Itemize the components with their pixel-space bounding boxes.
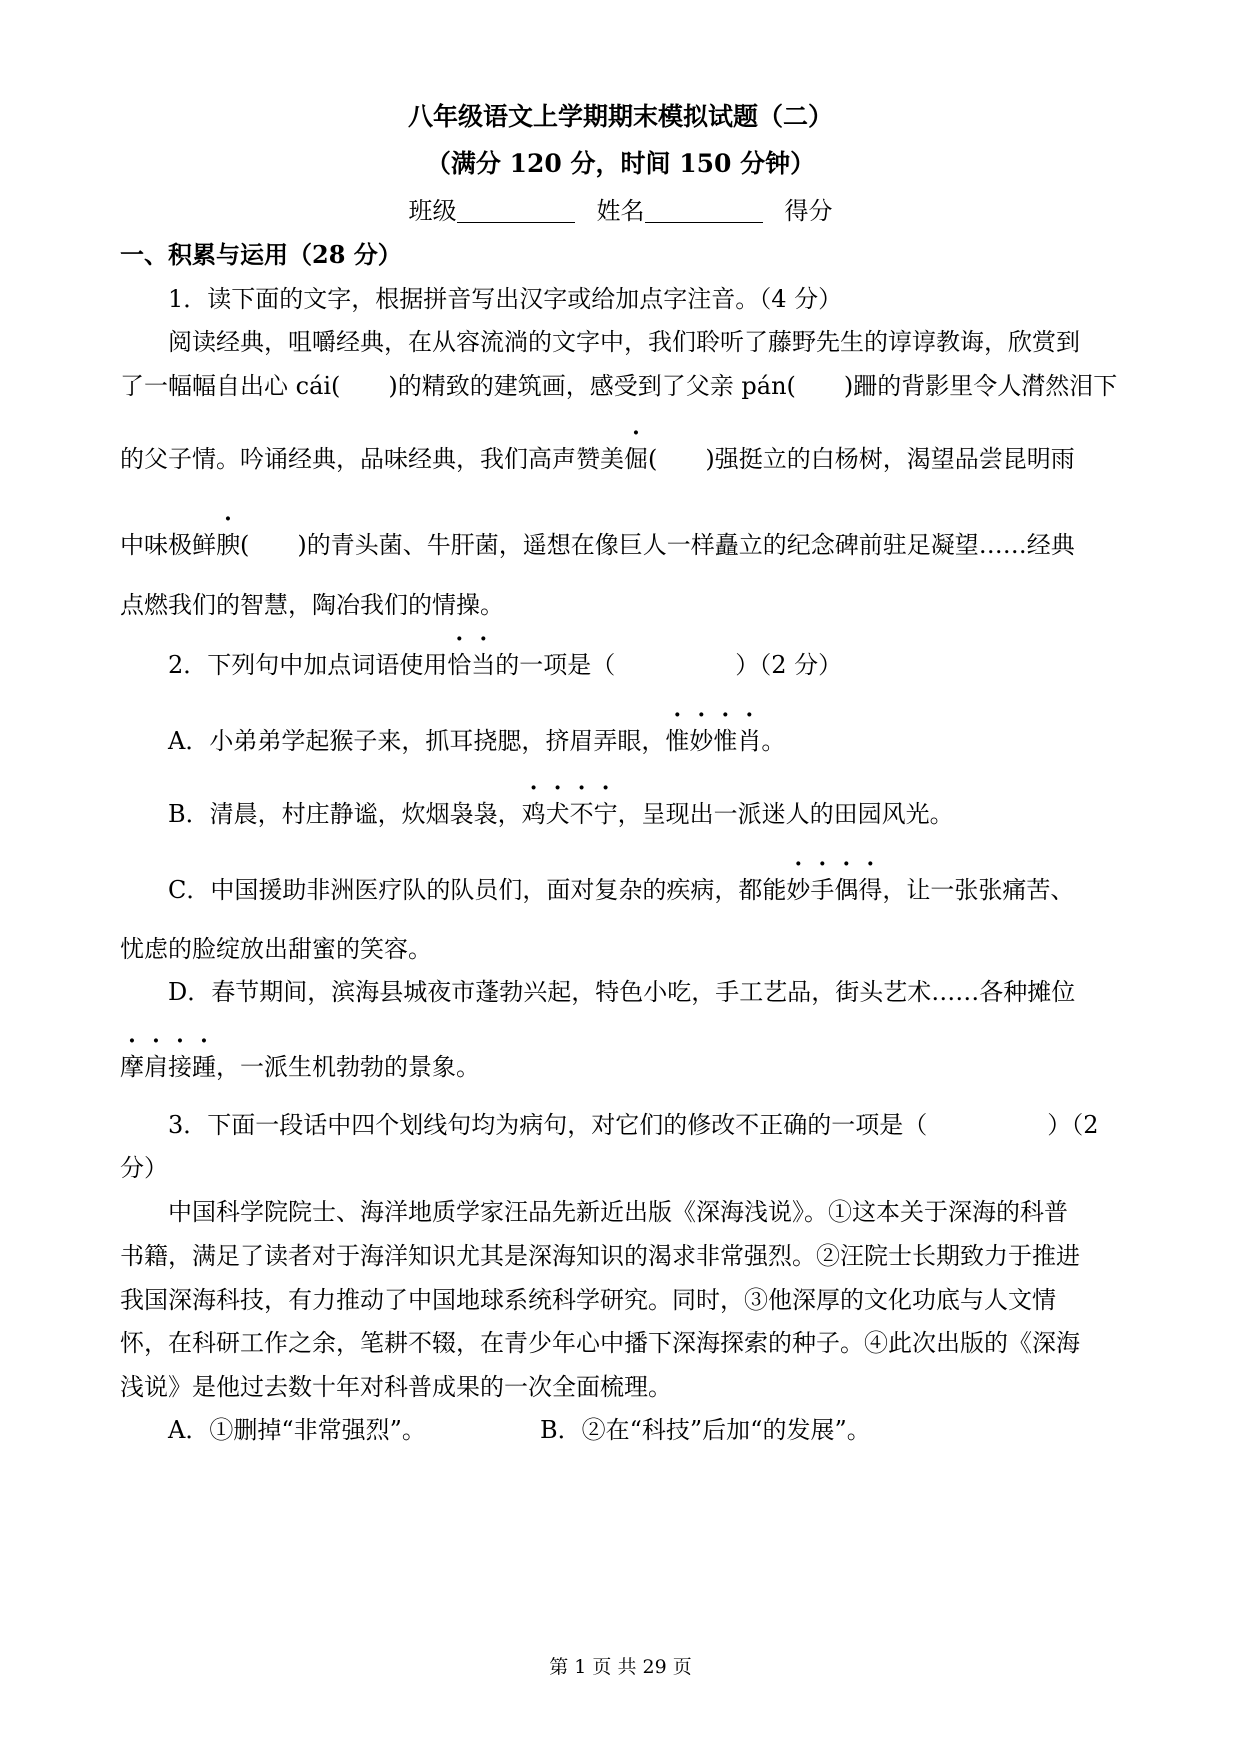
q1-line-5: 点燃我们的智慧，陶冶我们的情操。 <box>120 591 504 619</box>
q1-line-4 <box>120 528 1120 562</box>
q1-line-4-text-b: ( )的青头菌、牛肝菌，遥想在像巨人一样矗立的纪念碑前驻足凝望……经典 <box>240 531 1075 559</box>
q2-option-b <box>168 797 1168 831</box>
q3-prompt-cont: 分） <box>120 1154 168 1182</box>
emphasis-char: 摩 <box>120 1053 144 1081</box>
q3-passage-line-1: 中国科学院院士、海洋地质学家汪品先新近出版《深海浅说》。①这本关于深海的科普 <box>168 1198 1068 1226</box>
emphasis-char: 倔 <box>624 445 648 473</box>
emphasis-char: 不 <box>569 800 594 828</box>
q2-prompt-text: 2．下列句中加点词语使用 <box>168 651 448 679</box>
q1-line-1: 阅读经典，咀嚼经典，在从容流淌的文字中，我们聆听了藤野先生的谆谆教诲，欣赏到 <box>168 328 1080 356</box>
emphasis-char: 当 <box>471 651 496 679</box>
emphasis-char: 宁 <box>593 800 618 828</box>
q1-line-3-text: 的父子情。吟诵经典，品味经典，我们高声赞美 <box>120 445 624 473</box>
q2-option-a <box>168 724 1168 758</box>
emphasis-char: 肩 <box>144 1053 168 1081</box>
option-text-end: ，让一张张痛苦、 <box>882 876 1075 904</box>
q1-line-3-text-b: ( )强挺立的白杨树，渴望品尝昆明雨 <box>648 445 1075 473</box>
q1-line-3 <box>120 442 1120 476</box>
q2-option-d: D．春节期间，滨海县城夜市蓬勃兴起，特色小吃，手工艺品，街头艺术……各种摊位 <box>168 978 1076 1006</box>
q2-option-c-cont: 忧虑的脸绽放出甜蜜的笑容。 <box>120 935 432 963</box>
option-text: A．小弟弟学起猴子来，抓耳挠腮，挤眉弄眼， <box>168 727 666 755</box>
option-text-end: ，一派生机勃勃的景象。 <box>216 1053 480 1081</box>
name-blank <box>645 198 763 223</box>
q2-prompt <box>168 648 1168 682</box>
emphasis-char: 得 <box>858 876 883 904</box>
q3-prompt: 3．下面一段话中四个划线句均为病句，对它们的修改不正确的一项是（ ）（2 <box>168 1111 1099 1139</box>
emphasis-char: 妙 <box>786 876 811 904</box>
q2-prompt-text-b: 的一项是（ ）（2 分） <box>495 651 843 679</box>
emphasis-char: 手 <box>810 876 835 904</box>
q1-line-2: 了一幅幅自出心 cái( )的精致的建筑画，感受到了父亲 pán( )跚的背影里令人潸然泪下 <box>120 372 1118 400</box>
emphasis-char: 偶 <box>834 876 859 904</box>
emphasis-char: 肖 <box>737 727 762 755</box>
name-label: 姓名 <box>596 197 645 225</box>
student-info-line <box>0 194 1241 228</box>
q3-passage-line-3: 我国深海科技，有力推动了中国地球系统科学研究。同时，③他深厚的文化功底与人文情 <box>120 1286 1056 1314</box>
q3-passage-line-2: 书籍，满足了读者对于海洋知识尤其是深海知识的渴求非常强烈。②汪院士长期致力于推进 <box>120 1242 1080 1270</box>
emphasis-char: 妙 <box>689 727 714 755</box>
page-subtitle: （满分 120 分，时间 150 分钟） <box>425 149 816 178</box>
emphasis-char: 恰 <box>447 651 472 679</box>
emphasis-char: 鸡 <box>521 800 546 828</box>
q1-line-4-text: 中味极鲜 <box>120 531 216 559</box>
class-blank <box>457 198 575 223</box>
emphasis-char: 惟 <box>713 727 738 755</box>
score-label: 得分 <box>784 197 833 225</box>
q2-option-c <box>168 873 1168 907</box>
page-footer: 第 1 页 共 29 页 <box>549 1656 692 1678</box>
q3-passage-line-5: 浅说》是他过去数十年对科普成果的一次全面梳理。 <box>120 1373 672 1401</box>
option-text: C．中国援助非洲医疗队的队员们，面对复杂的疾病，都能 <box>168 876 787 904</box>
class-label: 班级 <box>408 197 457 225</box>
emphasis-char: 踵 <box>192 1053 216 1081</box>
emphasis-char: 腴 <box>216 531 240 559</box>
emphasis-char: 犬 <box>545 800 570 828</box>
option-text: B．清晨，村庄静谧，炊烟袅袅， <box>168 800 522 828</box>
q3-option-a: A．①删掉“非常强烈”。 <box>168 1416 426 1444</box>
q3-option-b: B．②在“科技”后加“的发展”。 <box>540 1416 871 1444</box>
emphasis-char: 接 <box>168 1053 192 1081</box>
q3-options-row <box>168 1413 1168 1447</box>
q1-prompt: 1．读下面的文字，根据拼音写出汉字或给加点字注音。（4 分） <box>168 285 843 313</box>
page-title: 八年级语文上学期期末模拟试题（二） <box>407 102 833 131</box>
option-text-end: ，呈现出一派迷人的田园风光。 <box>617 800 954 828</box>
q3-passage-line-4: 怀，在科研工作之余，笔耕不辍，在青少年心中播下深海探索的种子。④此次出版的《深海 <box>120 1329 1080 1357</box>
option-text-end: 。 <box>761 727 786 755</box>
emphasis-char: 惟 <box>665 727 690 755</box>
section-heading: 一、积累与运用（28 分） <box>120 240 402 269</box>
q2-option-d-cont <box>120 1050 1120 1084</box>
